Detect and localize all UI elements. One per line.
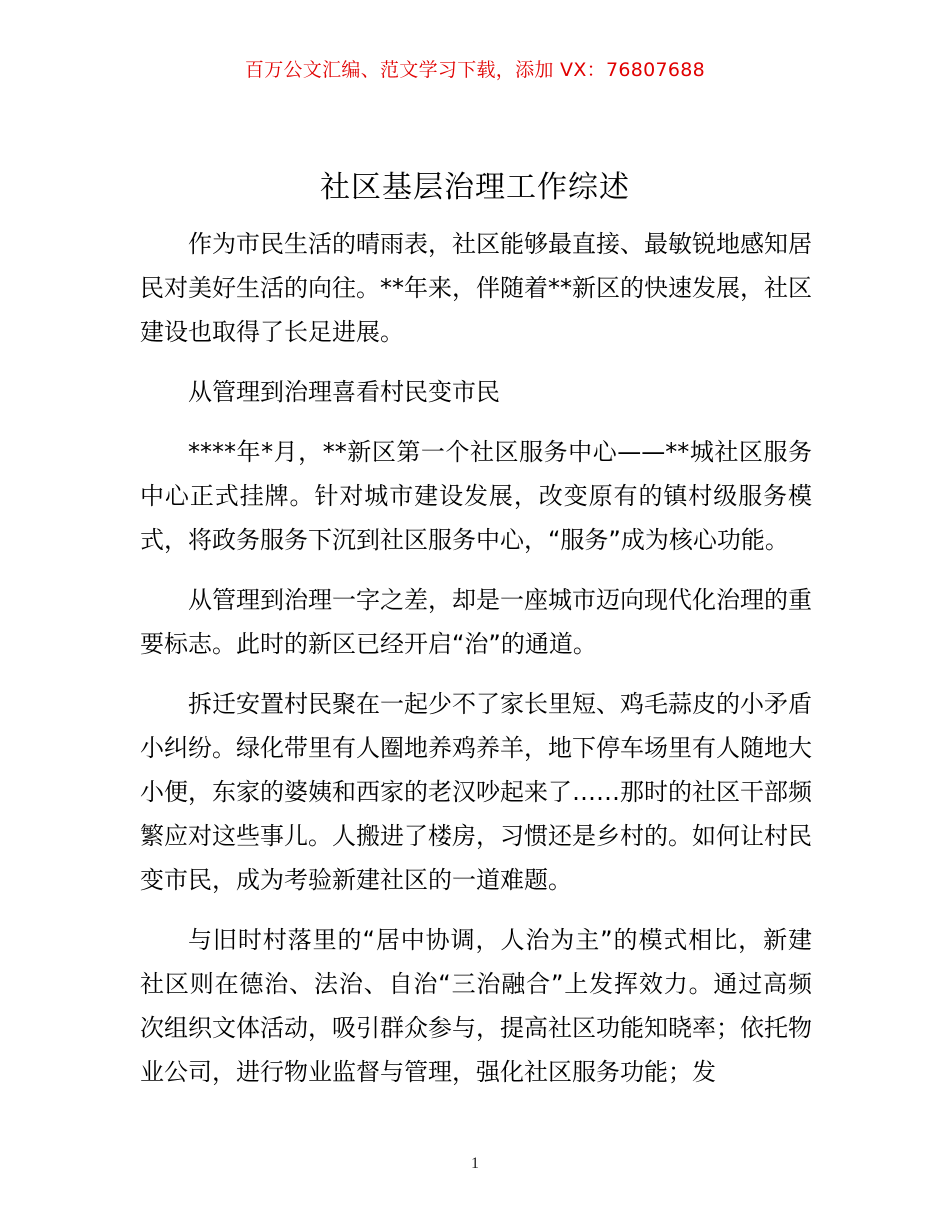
- paragraph: 拆迁安置村民聚在一起少不了家长里短、鸡毛蒜皮的小矛盾小纠纷。绿化带里有人圈地养鸡养羊，地下停车场里有人随地大小便，东家的婆姨和西家的老汉吵起来了……那时的社区干部频繁应对这些事儿。人搬进了楼房，习惯还是乡村的。如何让村民变市民，成为考验新建社区的一道难题。: [140, 690, 812, 894]
- paragraph: ****年*月，**新区第一个社区服务中心——**城社区服务中心正式挂牌。针对城市建设发展，改变原有的镇村级服务模式，将政务服务下沉到社区服务中心，“服务”成为核心功能。: [140, 438, 812, 554]
- section-heading: 从管理到治理喜看村民变市民: [188, 378, 500, 406]
- paragraph: 与旧时村落里的“居中协调，人治为主”的模式相比，新建社区则在德治、法治、自治“三治融合”上发挥效力。通过高频次组织文体活动，吸引群众参与，提高社区功能知晓率；依托物业公司，进行物业监督与管理，强化社区服务功能；发: [140, 926, 812, 1086]
- document-body: [140, 222, 812, 1110]
- document-title: 社区基层治理工作综述: [320, 170, 630, 205]
- paragraph: 从管理到治理一字之差，却是一座城市迈向现代化治理的重要标志。此时的新区已经开启“治”的通道。: [140, 586, 812, 658]
- page-number: 1: [471, 1155, 479, 1172]
- header-watermark-note: 百万公文汇编、范文学习下载，添加 VX：76807688: [244, 59, 706, 81]
- paragraph: 作为市民生活的晴雨表，社区能够最直接、最敏锐地感知居民对美好生活的向往。**年来，伴随着**新区的快速发展，社区建设也取得了长足进展。: [140, 230, 812, 346]
